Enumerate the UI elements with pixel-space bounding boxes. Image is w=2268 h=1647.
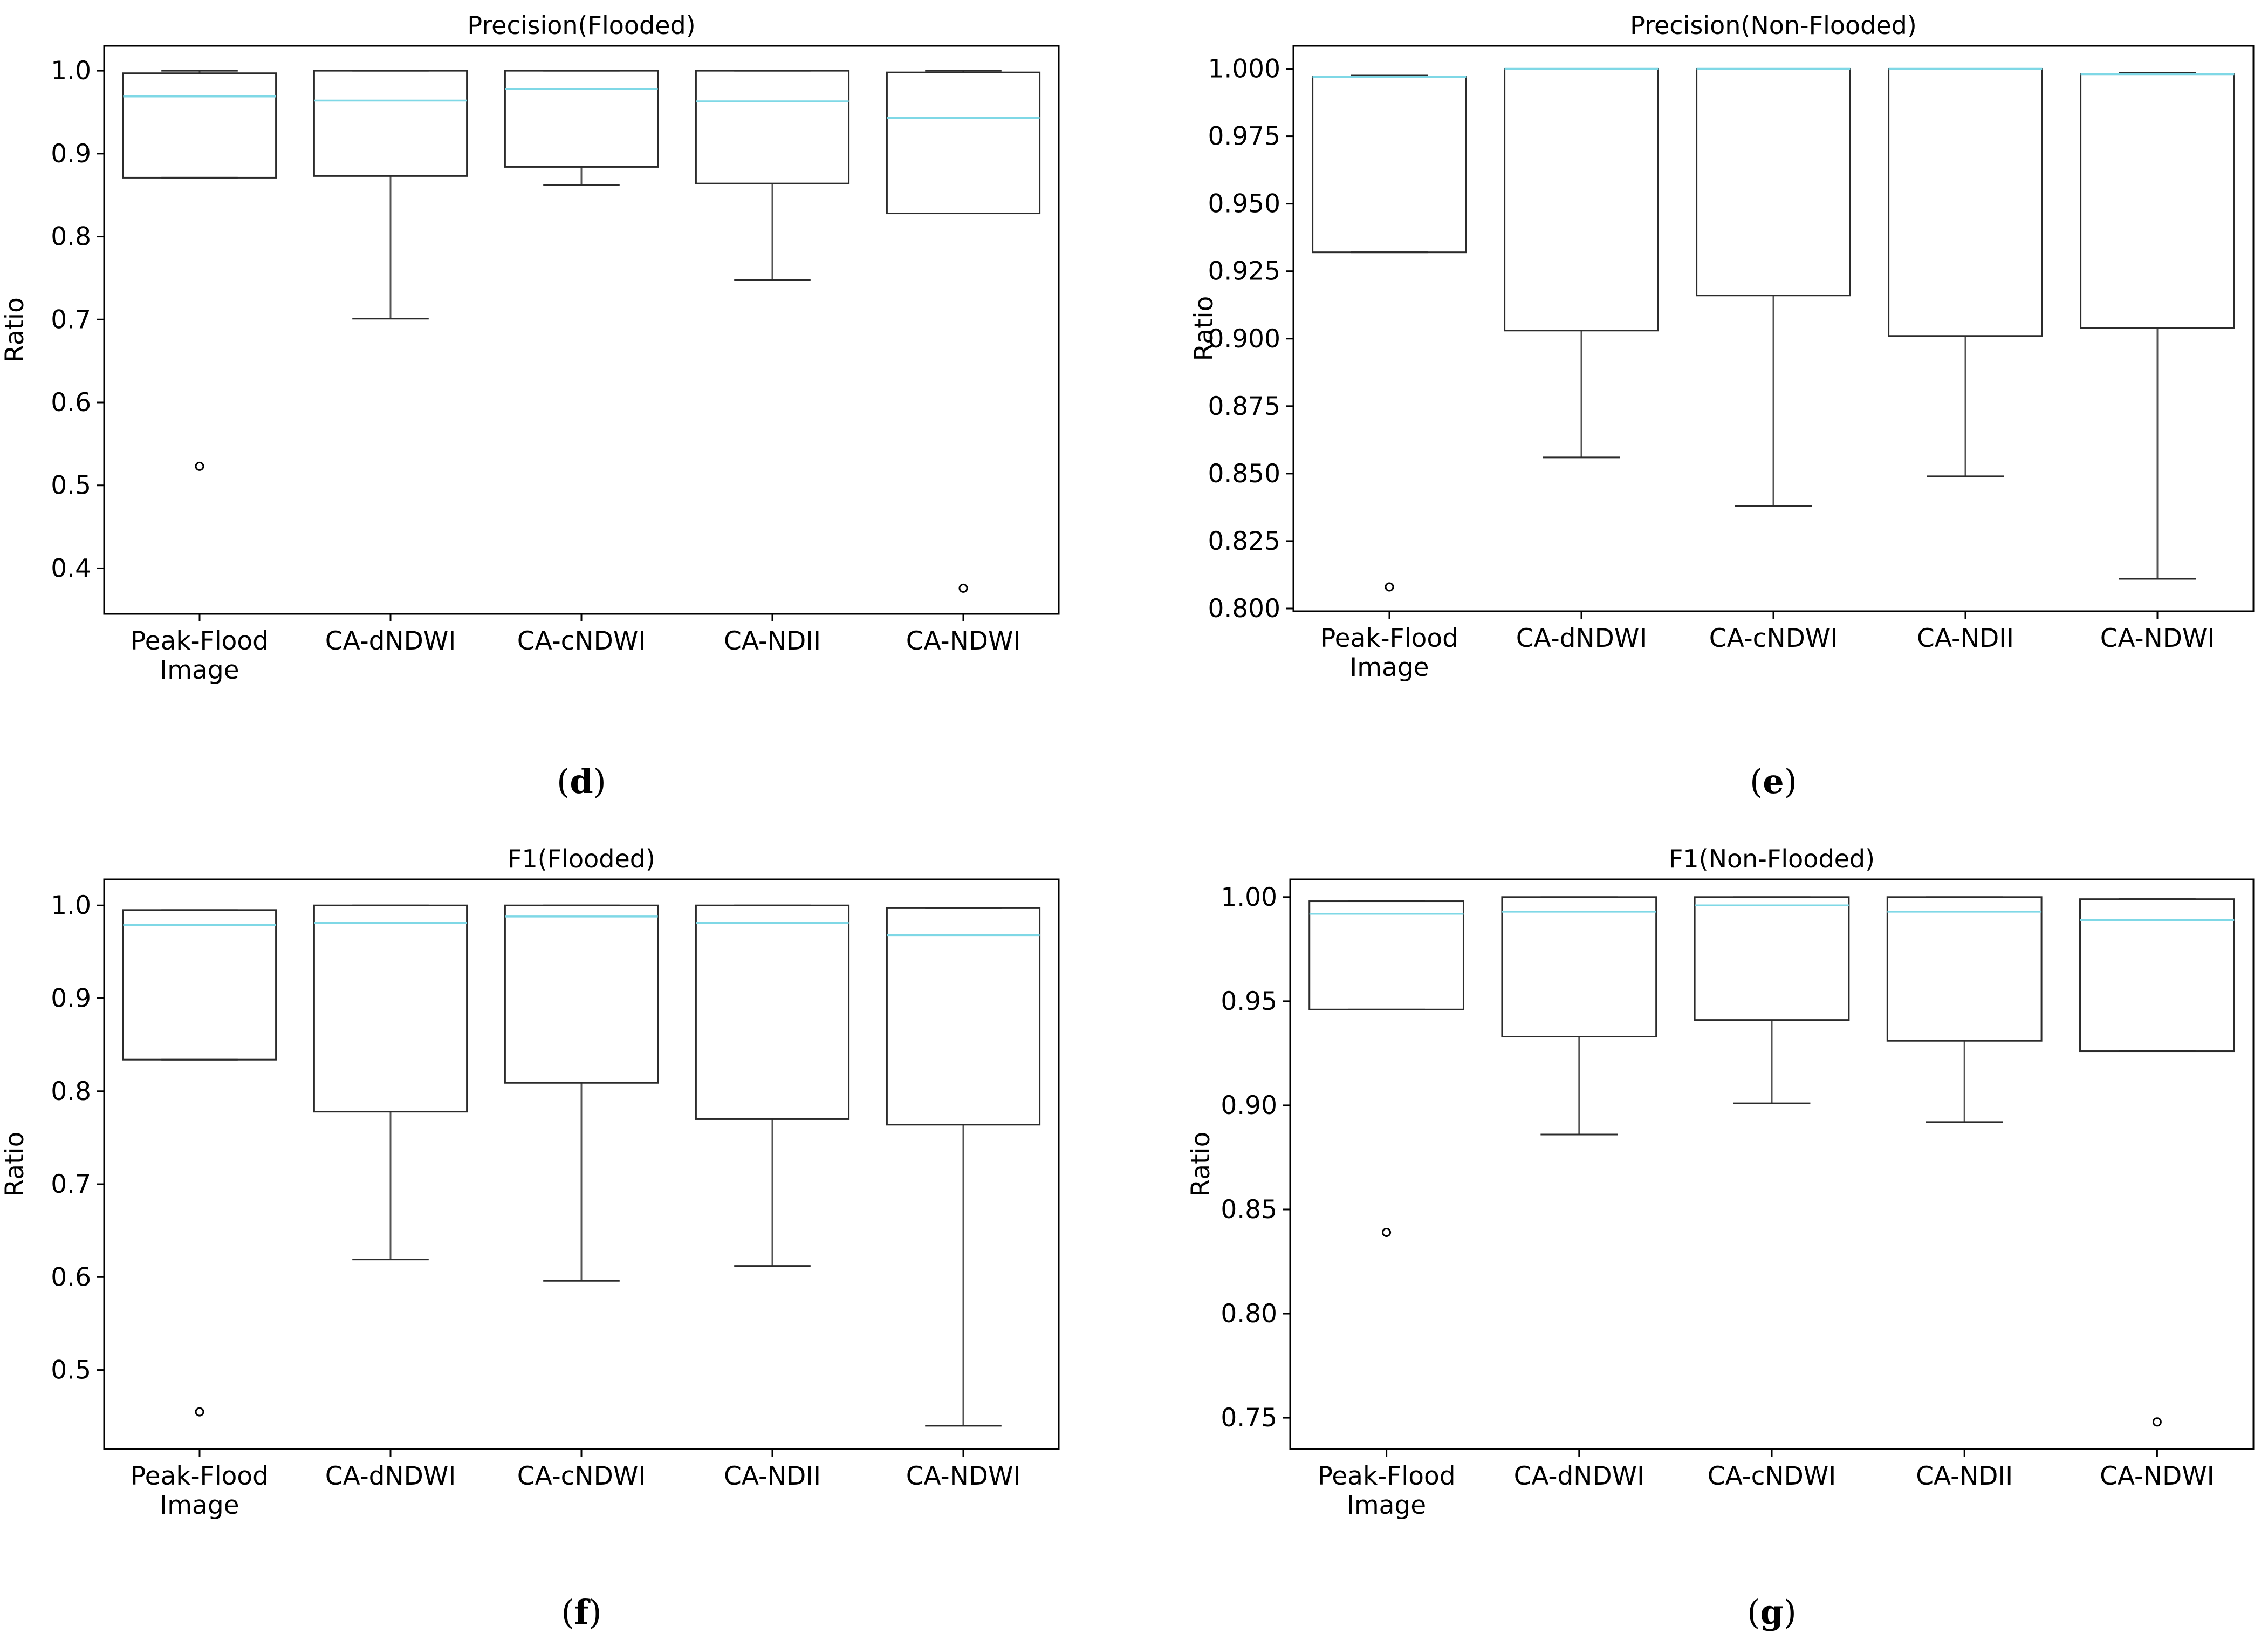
x-tick-label: CA-dNDWI [1516,624,1647,653]
x-tick-label: CA-NDII [1916,1461,2013,1491]
x-tick-label: Image [160,1491,239,1520]
panel-title: Precision(Non-Flooded) [1630,11,1917,40]
x-tick-label: CA-NDII [724,626,821,656]
box-body [887,72,1039,213]
box-body [2081,74,2235,328]
y-tick-label: 0.75 [1221,1403,1277,1433]
x-tick-label: CA-NDWI [906,626,1021,656]
outlier-point [1383,1228,1390,1236]
outlier-point [196,462,203,470]
box-3 [1889,69,2043,476]
x-tick-label: CA-dNDWI [325,626,456,656]
y-axis-label: Ratio [1186,1131,1216,1197]
box-body [123,910,276,1060]
box-1 [1505,69,1659,457]
x-tick-label: Peak-Flood [1320,624,1458,653]
x-tick-label: CA-cNDWI [517,626,646,656]
y-tick-label: 0.5 [51,470,91,501]
y-tick-label: 1.0 [51,56,91,86]
y-tick-label: 1.000 [1208,54,1280,84]
box-2 [505,71,657,185]
panel-caption: (e) [1750,762,1797,801]
x-tick-label: CA-cNDWI [517,1461,646,1491]
box-3 [696,71,848,279]
panel-title: F1(Flooded) [508,844,655,873]
x-tick-label: Image [1349,653,1429,682]
y-tick-label: 0.6 [51,388,91,418]
panel-caption: (g) [1747,1593,1797,1632]
box-0 [123,71,276,470]
y-axis-label: Ratio [0,297,30,363]
panel-precision-flooded [0,11,1059,801]
box-4 [2080,899,2235,1426]
panel-caption: (d) [557,762,606,801]
box-4 [887,71,1039,592]
box-body [314,71,467,176]
y-tick-label: 0.925 [1208,256,1280,286]
panel-caption: (f) [561,1593,602,1632]
box-2 [1697,69,1851,506]
box-1 [314,905,467,1259]
x-tick-label: CA-dNDWI [325,1461,456,1491]
axes-frame [104,46,1059,614]
y-tick-label: 0.4 [51,553,91,584]
y-tick-label: 0.9 [51,139,91,169]
y-tick-label: 0.800 [1208,593,1280,624]
box-body [1889,69,2043,336]
outlier-point [960,584,967,592]
panel-f1-non-flooded [1186,844,2253,1632]
outlier-point [196,1408,203,1416]
box-0 [1313,76,1467,591]
box-1 [314,71,467,319]
y-tick-label: 0.85 [1221,1194,1277,1225]
y-tick-label: 0.900 [1208,324,1280,354]
y-tick-label: 1.00 [1221,882,1277,912]
x-tick-label: CA-NDWI [906,1461,1021,1491]
y-tick-label: 0.975 [1208,121,1280,152]
y-tick-label: 0.6 [51,1262,91,1293]
y-tick-label: 0.825 [1208,526,1280,556]
box-body [505,905,657,1083]
y-tick-label: 0.850 [1208,459,1280,489]
box-body [1505,69,1659,331]
y-tick-label: 0.80 [1221,1299,1277,1329]
box-body [696,905,848,1119]
box-body [887,908,1039,1124]
y-tick-label: 0.9 [51,983,91,1014]
y-tick-label: 1.0 [51,891,91,921]
x-tick-label: CA-NDII [724,1461,821,1491]
outlier-point [2153,1418,2161,1426]
y-tick-label: 0.875 [1208,391,1280,421]
box-1 [1502,897,1656,1135]
box-body [123,73,276,178]
y-tick-label: 0.8 [51,222,91,252]
x-tick-label: CA-NDWI [2100,1461,2215,1491]
box-body [2080,899,2235,1051]
outlier-point [1386,583,1393,591]
y-axis-label: Ratio [1189,296,1219,361]
x-tick-label: Image [1346,1491,1427,1520]
x-tick-label: Peak-Flood [131,1461,269,1491]
x-tick-label: CA-cNDWI [1709,624,1838,653]
box-body [1697,69,1851,296]
box-body [1887,897,2041,1041]
x-tick-label: Peak-Flood [1317,1461,1456,1491]
box-2 [505,905,657,1281]
y-axis-label: Ratio [0,1131,30,1197]
x-tick-label: Image [160,655,239,685]
box-3 [1887,897,2041,1122]
box-body [1502,897,1656,1037]
box-body [1695,897,1849,1020]
box-body [696,71,848,183]
axes-frame [1290,879,2253,1449]
y-tick-label: 0.7 [51,1170,91,1200]
x-tick-label: CA-dNDWI [1513,1461,1645,1491]
box-4 [887,908,1039,1426]
box-body [1310,901,1464,1010]
x-tick-label: Peak-Flood [131,626,269,656]
y-tick-label: 0.95 [1221,986,1277,1016]
panel-title: F1(Non-Flooded) [1668,844,1875,873]
y-tick-label: 0.950 [1208,189,1280,219]
y-tick-label: 0.90 [1221,1090,1277,1120]
box-body [505,71,657,167]
box-0 [1310,901,1464,1236]
box-body [1313,77,1467,252]
y-tick-label: 0.5 [51,1355,91,1385]
box-2 [1695,897,1849,1103]
y-tick-label: 0.7 [51,305,91,335]
panel-f1-flooded [0,844,1059,1632]
box-body [314,905,467,1111]
box-0 [123,910,276,1416]
x-tick-label: CA-NDII [1917,624,2014,653]
box-4 [2081,73,2235,579]
y-tick-label: 0.8 [51,1076,91,1106]
x-tick-label: CA-NDWI [2100,624,2215,653]
box-3 [696,905,848,1266]
x-tick-label: CA-cNDWI [1707,1461,1837,1491]
panel-title: Precision(Flooded) [467,11,696,40]
panel-precision-non-flooded [1189,11,2253,801]
